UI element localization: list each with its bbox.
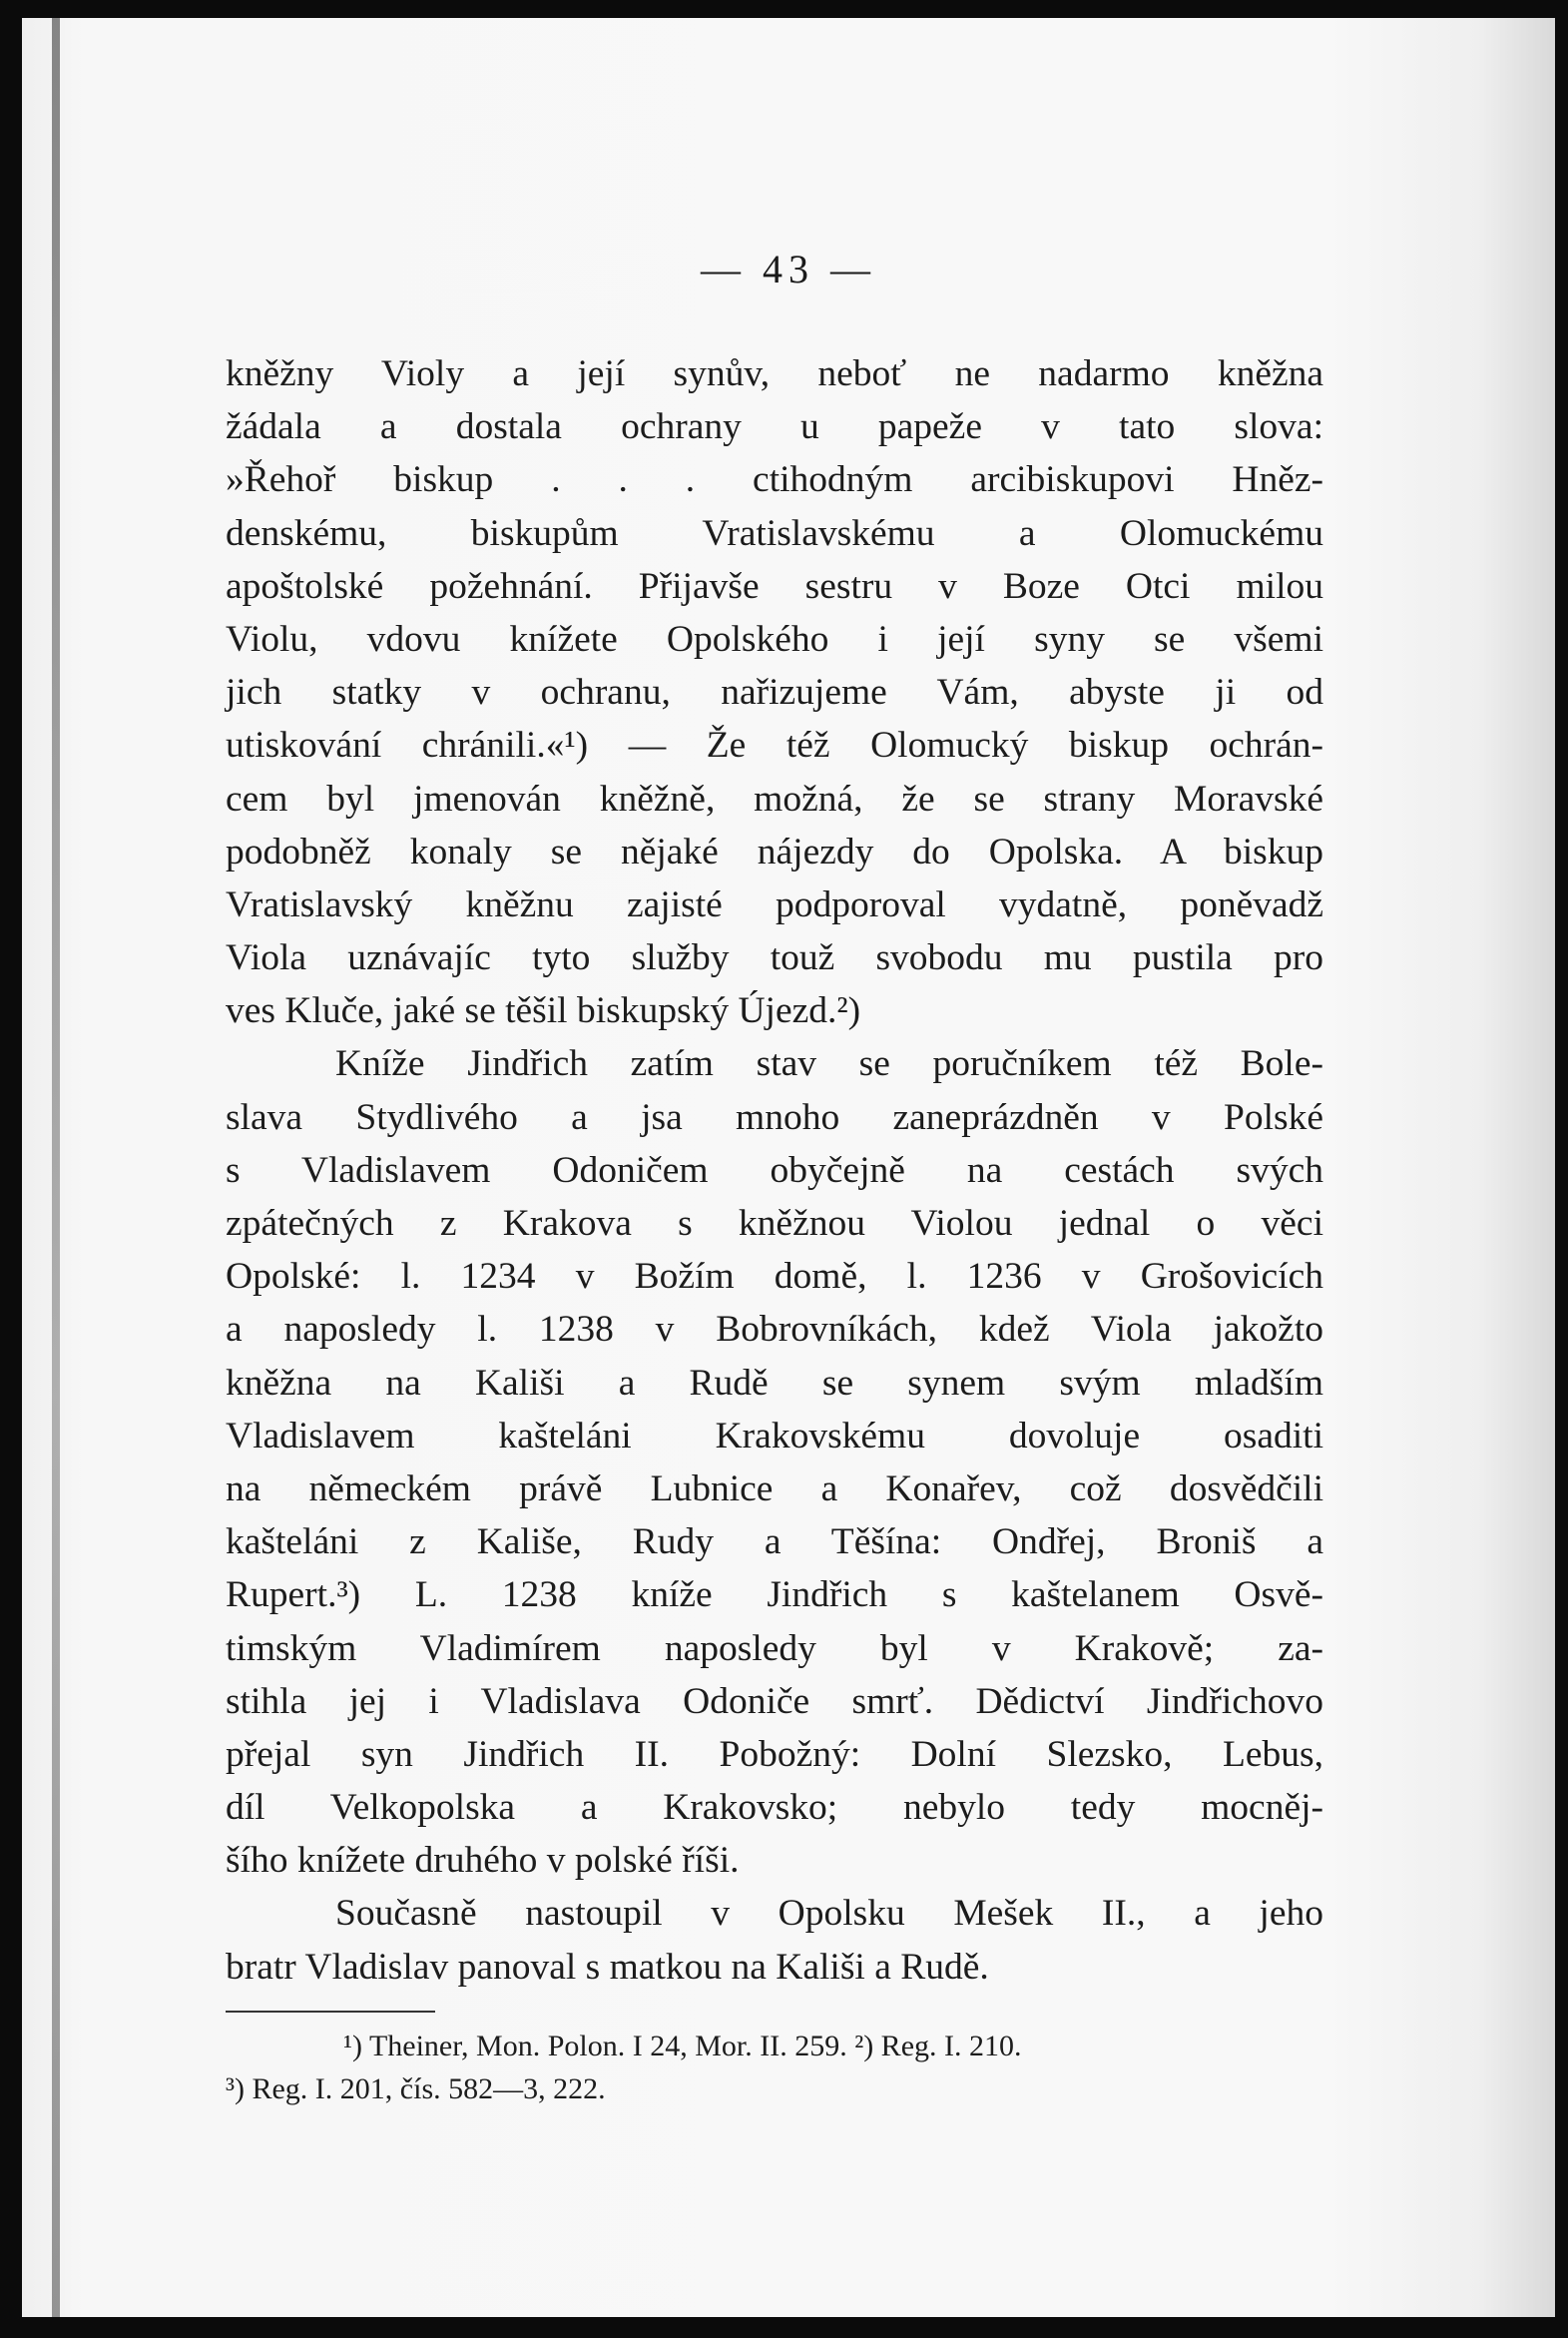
- text-line: utiskování chránili.«¹) — Že též Olomucký biskup ochrán-: [226, 725, 1323, 767]
- footnote-divider: [226, 2011, 435, 2013]
- text-line: díl Velkopolska a Krakovsko; nebylo tedy mocněj-: [226, 1787, 1323, 1829]
- text-line: »Řehoř biskup . . . ctihodným arcibiskupovi Hněz-: [226, 459, 1323, 501]
- text-line: Rupert.³) L. 1238 kníže Jindřich s kaštelanem Osvě-: [226, 1574, 1323, 1616]
- text-line: kašteláni z Kališe, Rudy a Těšína: Ondřej, Broniš a: [226, 1521, 1323, 1563]
- text-line: apoštolské požehnání. Přijavše sestru v Boze Otci milou: [226, 565, 1323, 607]
- text-line: Vratislavský kněžnu zajisté podporoval vydatně, poněvadž: [226, 883, 1323, 925]
- text-line: bratr Vladislav panoval s matkou na Kališi a Rudě.: [226, 1946, 989, 1988]
- footnote-line: ³) Reg. I. 201, čís. 582—3, 222.: [226, 2072, 606, 2105]
- text-line: timským Vladimírem naposledy byl v Krakově; za-: [226, 1627, 1323, 1669]
- text-line: Opolské: l. 1234 v Božím domě, l. 1236 v Grošovicích: [226, 1256, 1323, 1298]
- text-line: jich statky v ochranu, nařizujeme Vám, abyste ji od: [226, 672, 1323, 714]
- text-line: ves Kluče, jaké se těšil biskupský Újezd.²): [226, 990, 861, 1032]
- text-line: a naposledy l. 1238 v Bobrovníkách, kdež Viola jakožto: [226, 1309, 1323, 1351]
- text-line: Violu, vdovu knížete Opolského i její syny se všemi: [226, 618, 1323, 660]
- footnotes: [226, 2025, 1323, 2110]
- page-binding-edge: [52, 18, 60, 2317]
- text-line: přejal syn Jindřich II. Pobožný: Dolní Slezsko, Lebus,: [226, 1733, 1323, 1775]
- text-line: Viola uznávajíc tyto služby touž svobodu mu pustila pro: [226, 937, 1323, 979]
- text-line: cem byl jmenován kněžně, možná, že se strany Moravské: [226, 778, 1323, 820]
- text-line: šího knížete druhého v polské říši.: [226, 1840, 740, 1882]
- footnote-line: ¹) Theiner, Mon. Polon. I 24, Mor. II. 259. ²) Reg. I. 210.: [343, 2030, 1022, 2062]
- body-text: [226, 347, 1323, 1994]
- text-line: podobněž konaly se nějaké nájezdy do Opolska. A biskup: [226, 831, 1323, 873]
- text-line: s Vladislavem Odoničem obyčejně na cestách svých: [226, 1149, 1323, 1191]
- text-line: denskému, biskupům Vratislavskému a Olomuckému: [226, 512, 1323, 554]
- text-line: slava Stydlivého a jsa mnoho zaneprázdněn v Polské: [226, 1096, 1323, 1138]
- text-line: žádala a dostala ochrany u papeže v tato slova:: [226, 406, 1323, 448]
- text-line: na německém právě Lubnice a Konařev, což dosvědčili: [226, 1467, 1323, 1509]
- page-number: — 43 —: [701, 247, 876, 292]
- text-line: Vladislavem kašteláni Krakovskému dovoluje osaditi: [226, 1415, 1323, 1457]
- text-line: zpátečných z Krakova s kněžnou Violou jednal o věci: [226, 1203, 1323, 1244]
- book-page: [22, 18, 1555, 2317]
- text-line: stihla jej i Vladislava Odoniče smrť. Dědictví Jindřichovo: [226, 1680, 1323, 1722]
- text-line: kněžna na Kališi a Rudě se synem svým mladším: [226, 1362, 1323, 1404]
- text-line: Současně nastoupil v Opolsku Mešek II., a jeho: [335, 1893, 1323, 1935]
- text-line: kněžny Violy a její synův, neboť ne nadarmo kněžna: [226, 353, 1323, 394]
- text-line: Kníže Jindřich zatím stav se poručníkem též Bole-: [335, 1043, 1323, 1085]
